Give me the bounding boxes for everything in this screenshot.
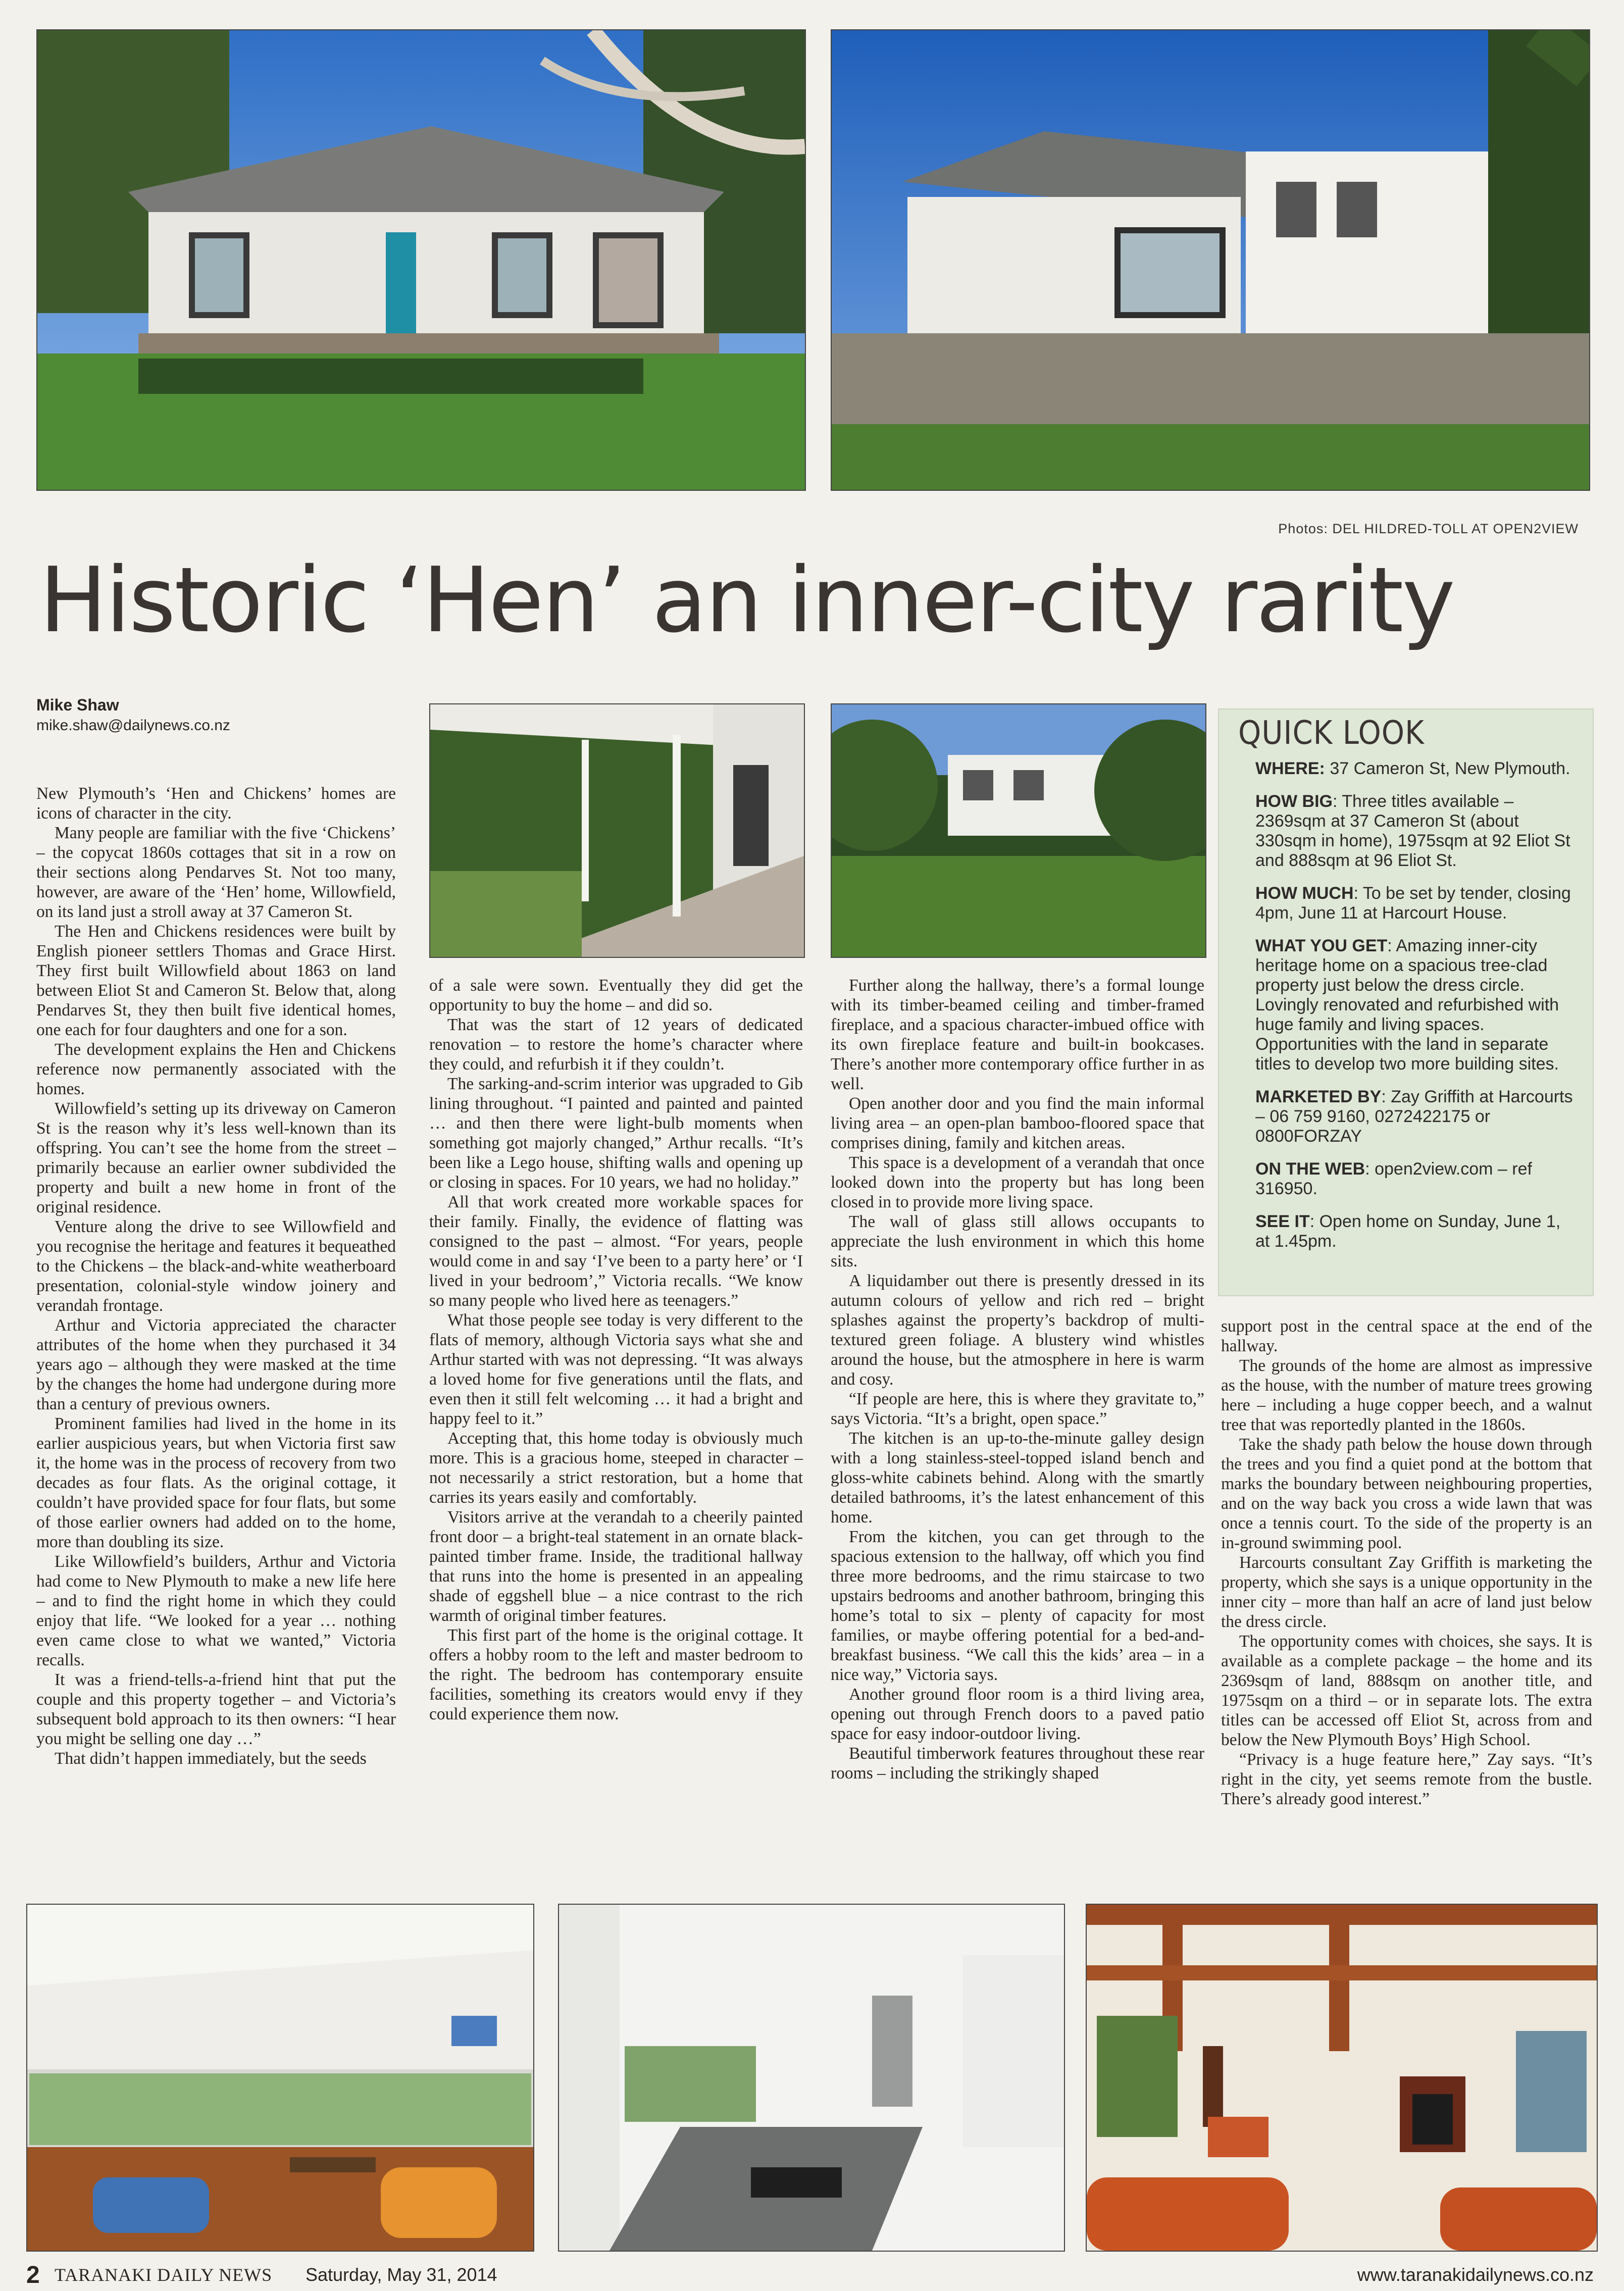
byline-email: mike.shaw@dailynews.co.nz bbox=[36, 717, 230, 734]
quick-look-how-much: HOW MUCH: To be set by tender, closing 4pm, June 11 at Harcourt House. bbox=[1255, 884, 1571, 923]
quick-look-see-it: SEE IT: Open home on Sunday, June 1, at 1.45pm. bbox=[1255, 1212, 1561, 1251]
paragraph: This first part of the home is the original cottage. It offers a hobby room to the left and master bedroom to the right. The bedroom has contemporary ensuite facilities, something its creators would envy if they could experience them now. bbox=[429, 1626, 803, 1723]
paragraph: A liquidamber out there is presently dressed in its autumn colours of yellow and rich red – bright splashes against the property’s backdrop of multi-textured green foliage. A blustery wind whistles around the house, but the atmosphere in here is warm and cosy. bbox=[831, 1271, 1204, 1389]
paragraph: Take the shady path below the house down through the trees and you find a quiet pond at the bottom that marks the boundary between neighbouring properties, and on the way back you cross a wide lawn that was once a tennis court. To the side of the property is an in-ground swimming pool. bbox=[1221, 1435, 1592, 1552]
quick-look-how-big: HOW BIG: Three titles available – 2369sqm at 37 Cameron St (about 330sqm in home), 1975sqm at 92 Eliot St and 888sqm at 96 Eliot St. bbox=[1255, 792, 1570, 870]
paragraph: Beautiful timberwork features throughout these rear rooms – including the strikingly shaped bbox=[831, 1744, 1204, 1783]
quick-look-where: WHERE: 37 Cameron St, New Plymouth. bbox=[1255, 759, 1570, 778]
paragraph: Many people are familiar with the five ‘Chickens’ – the copycat 1860s cottages that sit in a row on their sections along Pendarves St. Not too many, however, are aware of the ‘Hen’ home, Willowfield, on its land just a stroll away at 37 Cameron St. bbox=[36, 824, 396, 921]
paragraph: Open another door and you find the main informal living area – an open-plan bamboo-floored space that comprises dining, family and kitchen areas. bbox=[831, 1094, 1204, 1152]
photo-kitchen bbox=[558, 1904, 1065, 2252]
quick-look-box bbox=[1218, 708, 1594, 1296]
paragraph: Further along the hallway, there’s a formal lounge with its timber-beamed ceiling and timber-framed fireplace, and a spacious character-imbued office with its own fireplace feature and built-in bookcases. There’s another more contemporary office further in as well. bbox=[831, 976, 1204, 1093]
paragraph: All that work created more workable spaces for their family. Finally, the evidence of flatting was consigned to the past – almost. “For years, people would come in and say ‘I’ve been to a party here’ or ‘I lived in your bedroom’,” Victoria recalls. “We know so many people who lived here as teenagers.” bbox=[429, 1193, 803, 1310]
paragraph: That didn’t happen immediately, but the seeds bbox=[55, 1749, 367, 1768]
paragraph: Like Willowfield’s builders, Arthur and Victoria had come to New Plymouth to make a new life here – and to find the right home in which they could enjoy that life. “We looked for a year … nothing even came close to what we wanted,” Victoria recalls. bbox=[36, 1552, 396, 1669]
article-column-3 bbox=[831, 976, 1204, 1783]
photo-lounge bbox=[1086, 1904, 1598, 2252]
paragraph: From the kitchen, you can get through to the spacious extension to the hallway, off which you find three more bedrooms, and the rimu staircase to two upstairs bedrooms and another bathroom, bringing this home’s total to six – plenty of capacity for most families, or maybe offering potential for a bed-and-breakfast business. “We call this the kids’ area – in a nice way,” Victoria says. bbox=[831, 1528, 1204, 1684]
quick-look-on-the-web: ON THE WEB: open2view.com – ref 316950. bbox=[1255, 1159, 1532, 1198]
paragraph: Venture along the drive to see Willowfield and you recognise the heritage and features it bequeathed to the Chickens – the black-and-white weatherboard presentation, colonial-style window joinery and verandah frontage. bbox=[36, 1217, 396, 1315]
paragraph: The opportunity comes with choices, she says. It is available as a complete package – the home and its 2369sqm of land, 888sqm on another title, and 1975sqm on a third – or in separate lots. The extra titles can be accessed off Eliot St, across from and below the New Plymouth Boys’ High School. bbox=[1221, 1632, 1592, 1749]
paper-name: TARANAKI DAILY NEWS bbox=[55, 2265, 273, 2285]
headline: Historic ‘Hen’ an inner-city rarity bbox=[39, 548, 1454, 652]
photo-living-room bbox=[26, 1904, 534, 2252]
paragraph: The Hen and Chickens residences were built by English pioneer settlers Thomas and Grace Hirst. They first built Willowfield about 1863 on land between Eliot St and Cameron St. Below that, along Pendarves St, they then built five identical homes, one each for four daughters and one for a son. bbox=[36, 922, 396, 1039]
paragraph: “If people are here, this is where they gravitate to,” says Victoria. “It’s a bright, open space.” bbox=[831, 1390, 1204, 1428]
photo-verandah bbox=[429, 703, 805, 958]
paragraph: Arthur and Victoria appreciated the character attributes of the home when they purchased it 34 years ago – although they were masked at the time by the changes the home had undergone during more than a century of previous owners. bbox=[36, 1316, 396, 1413]
page-number: 2 bbox=[26, 2262, 40, 2288]
article-column-4 bbox=[1221, 1316, 1592, 1809]
paragraph: That was the start of 12 years of dedicated renovation – to restore the home’s character where they could, and refurbish it if they couldn’t. bbox=[429, 1015, 803, 1074]
website-url: www.taranakidailynews.co.nz bbox=[1357, 2264, 1594, 2285]
paragraph: Willowfield’s setting up its driveway on Cameron St is the reason why it’s less well-known than its offspring. You can’t see the home from the street – primarily because an earlier owner subdivided the property and built a new home in front of the original residence. bbox=[36, 1099, 396, 1216]
quick-look-title: QUICK LOOK bbox=[1238, 715, 1425, 752]
paragraph: It was a friend-tells-a-friend hint that put the couple and this property together – and Victoria’s subsequent bold approach to its then owners: “I hear you might be selling one day …” bbox=[36, 1670, 396, 1748]
quick-look-what-you-get: WHAT YOU GET: Amazing inner-city heritage home on a spacious tree-clad property just below the dress circle. Lovingly renovated and refurbished with huge family and living spaces. Opportunities with the land in separate titles to develop two more building sites. bbox=[1255, 936, 1559, 1074]
paragraph: Harcourts consultant Zay Griffith is marketing the property, which she says is a unique opportunity in the inner city – more than half an acre of land just below the dress circle. bbox=[1221, 1553, 1592, 1631]
paragraph: support post in the central space at the end of the hallway. bbox=[1221, 1317, 1592, 1355]
paragraph: Prominent families had lived in the home in its earlier auspicious years, but when Victoria first saw it, the home was in the process of recovery from two decades as four flats. As the original cottage, it couldn’t have provided space for four flats, but some of those earlier owners had added on to the home, more than doubling its size. bbox=[36, 1414, 396, 1551]
paragraph: This space is a development of a verandah that once looked down into the property but has long been closed in to provide more living space. bbox=[831, 1153, 1204, 1211]
paragraph: “Privacy is a huge feature here,” Zay says. “It’s right in the city, yet seems remote from the bustle. There’s already good interest.” bbox=[1221, 1750, 1592, 1808]
article-column-1 bbox=[36, 784, 396, 1768]
photo-credit: Photos: DEL HILDRED-TOLL AT OPEN2VIEW bbox=[1278, 521, 1579, 536]
paragraph: New Plymouth’s ‘Hen and Chickens’ homes are icons of character in the city. bbox=[36, 784, 396, 823]
article-column-2 bbox=[429, 976, 803, 1724]
paragraph: Accepting that, this home today is obviously much more. This is a gracious home, steeped in character – not necessarily a strict restoration, but a home that carries its years easily and comfortably. bbox=[429, 1429, 803, 1507]
paragraph: Another ground floor room is a third living area, opening out through French doors to a paved patio space for easy indoor-outdoor living. bbox=[831, 1685, 1204, 1743]
paragraph: The kitchen is an up-to-the-minute galley design with a long stainless-steel-topped island bench and gloss-white cabinets behind. Along with the smartly detailed bathrooms, it’s the latest enhancement of this home. bbox=[831, 1429, 1204, 1526]
paragraph: of a sale were sown. Eventually they did get the opportunity to buy the home – and did so. bbox=[429, 976, 803, 1014]
paragraph: The grounds of the home are almost as impressive as the house, with the number of mature trees growing here – including a huge copper beech, and a walnut tree that was reportedly planted in the 1860s. bbox=[1221, 1356, 1592, 1434]
paragraph: The sarking-and-scrim interior was upgraded to Gib lining throughout. “I painted and painted and painted … and then there were light-bulb moments when something got majorly changed,” Arthur recalls. “It’s been like a Lego house, shifting walls and opening up or closing in spaces. For 10 years, we had no holiday.” bbox=[429, 1075, 803, 1192]
photo-house-front bbox=[36, 29, 806, 491]
byline-name: Mike Shaw bbox=[36, 696, 119, 714]
photo-house-side bbox=[831, 29, 1590, 491]
paragraph: The wall of glass still allows occupants to appreciate the lush environment in which this home sits. bbox=[831, 1212, 1204, 1270]
paragraph: Visitors arrive at the verandah to a cheerily painted front door – a bright-teal statement in an ornate black-painted timber frame. Inside, the traditional hallway that runs into the home is presented in an appealing shade of eggshell blue – a nice contrast to the rich warmth of original timber features. bbox=[429, 1508, 803, 1625]
paragraph: The development explains the Hen and Chickens reference now permanently associated with the homes. bbox=[36, 1040, 396, 1098]
quick-look-marketed-by: MARKETED BY: Zay Griffith at Harcourts – 06 759 9160, 0272422175 or 0800FORZAY bbox=[1255, 1087, 1573, 1146]
paragraph: What those people see today is very different to the flats of memory, although Victoria says what she and Arthur started with was not depressing. “It was always a loved home for five generations until the flats, and even then it still felt welcoming … it had a bright and happy feel to it.” bbox=[429, 1311, 803, 1428]
photo-garden bbox=[831, 703, 1206, 958]
issue-date: Saturday, May 31, 2014 bbox=[306, 2264, 497, 2285]
